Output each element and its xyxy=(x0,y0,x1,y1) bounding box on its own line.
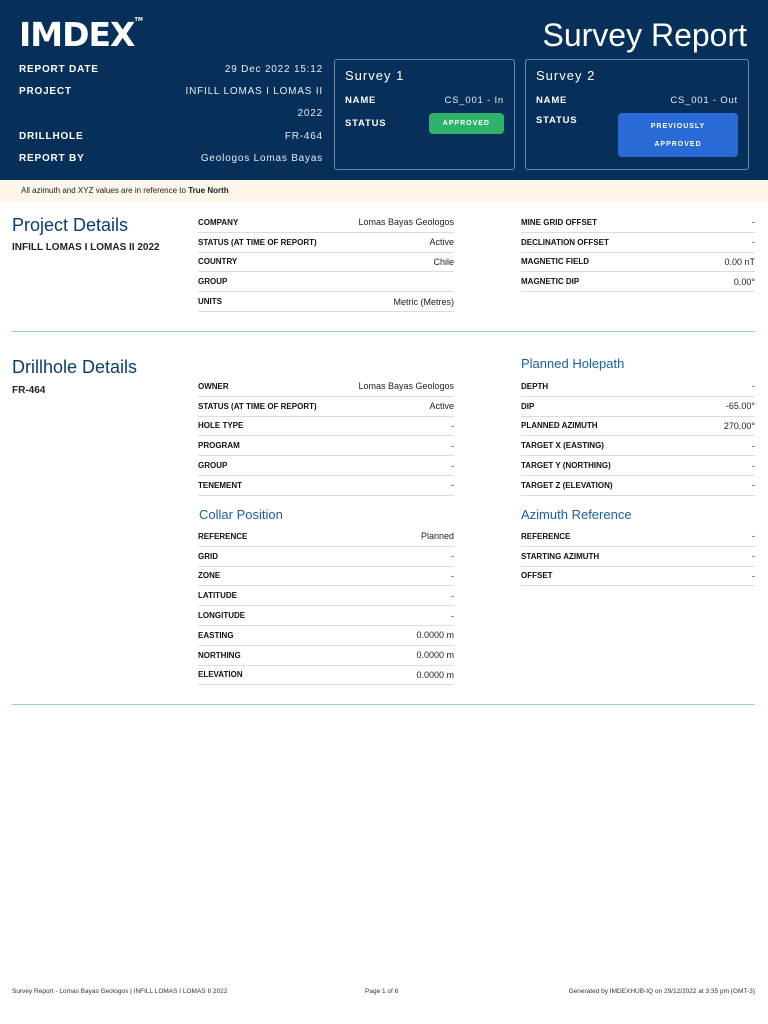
row-key: ELEVATION xyxy=(198,670,243,680)
row-value: 270.00° xyxy=(723,420,755,431)
survey-name-value: CS_001 - Out xyxy=(670,95,738,106)
row-key: STATUS (AT TIME OF REPORT) xyxy=(198,401,317,411)
table-row xyxy=(198,547,454,567)
row-value: - xyxy=(752,440,755,451)
row-key: LATITUDE xyxy=(198,591,237,601)
table-row xyxy=(521,417,755,437)
row-value: - xyxy=(451,420,454,431)
table-row xyxy=(521,547,755,567)
table-row xyxy=(521,567,755,587)
report-header xyxy=(0,0,768,180)
footer-generated-by: Generated by IMDEXHUB-IQ on 29/12/2022 at 3:35 pm (GMT-3) xyxy=(568,988,755,995)
section-divider xyxy=(12,704,755,705)
table-row xyxy=(198,527,454,547)
row-key: STATUS (AT TIME OF REPORT) xyxy=(198,237,317,247)
row-key: TARGET X (EASTING) xyxy=(521,441,604,451)
survey-name-label: NAME xyxy=(345,95,377,106)
meta-value xyxy=(185,81,323,125)
meta-value-line: INFILL LOMAS I LOMAS II xyxy=(185,86,323,97)
row-value: - xyxy=(451,551,454,562)
row-key: GRID xyxy=(198,551,218,561)
table-row xyxy=(198,377,454,397)
row-key: LONGITUDE xyxy=(198,611,246,621)
table-row xyxy=(521,436,755,456)
logo-text: IMDEX xyxy=(19,15,135,54)
meta-label: DRILLHOLE xyxy=(19,131,84,142)
table-row xyxy=(521,377,755,397)
row-value: - xyxy=(451,570,454,581)
meta-row-drillhole xyxy=(19,129,323,151)
table-row xyxy=(521,253,755,273)
row-value: 0.0000 m xyxy=(416,650,454,661)
meta-value: FR-464 xyxy=(284,131,323,142)
planned-holepath-table xyxy=(521,377,755,496)
survey-status-label: STATUS xyxy=(345,118,387,129)
row-key: TARGET Y (NORTHING) xyxy=(521,461,611,471)
meta-row-report-by xyxy=(19,151,323,173)
row-value: Active xyxy=(429,237,454,248)
row-value: 0.00° xyxy=(733,276,755,287)
meta-label: REPORT BY xyxy=(19,153,85,164)
row-value: 0.0000 m xyxy=(416,630,454,641)
table-row xyxy=(521,272,755,292)
row-value: - xyxy=(752,480,755,491)
badge-line: APPROVED xyxy=(654,140,702,148)
row-value: Planned xyxy=(420,531,454,542)
row-value: - xyxy=(451,440,454,451)
row-key: UNITS xyxy=(198,297,222,307)
row-key: ZONE xyxy=(198,571,221,581)
survey-2-title: Survey 2 xyxy=(536,68,596,83)
true-north-notice xyxy=(0,180,768,202)
table-row xyxy=(198,397,454,417)
row-value: Active xyxy=(429,401,454,412)
row-key: PROGRAM xyxy=(198,441,240,451)
survey-1-name-row xyxy=(345,95,504,106)
planned-holepath-title: Planned Holepath xyxy=(521,356,625,371)
meta-label: PROJECT xyxy=(19,86,72,97)
row-key: DECLINATION OFFSET xyxy=(521,237,609,247)
survey-2-name-row xyxy=(536,95,738,106)
survey-1-card xyxy=(334,59,515,170)
logo-trademark: TM xyxy=(134,17,143,23)
table-row xyxy=(521,233,755,253)
row-key: TENEMENT xyxy=(198,480,242,490)
row-value: - xyxy=(752,531,755,542)
drillhole-details-subtitle: FR-464 xyxy=(12,385,46,396)
table-row xyxy=(198,253,454,273)
row-value: - xyxy=(752,551,755,562)
table-row xyxy=(198,476,454,496)
meta-label: REPORT DATE xyxy=(19,64,99,75)
meta-value: Geologos Lomas Bayas xyxy=(200,153,323,164)
row-key: REFERENCE xyxy=(198,531,248,541)
table-row xyxy=(521,397,755,417)
status-badge-previously-approved xyxy=(618,113,738,157)
survey-status-label: STATUS xyxy=(536,115,578,126)
row-value: Chile xyxy=(433,256,454,267)
table-row xyxy=(198,666,454,686)
table-row xyxy=(198,417,454,437)
report-meta xyxy=(19,62,323,173)
footer-left: Survey Report - Lomas Bayas Geologos | INFILL LOMAS I LOMAS II 2022 xyxy=(12,988,228,995)
notice-text: All azimuth and XYZ values are in reference to xyxy=(21,186,189,195)
row-key: COMPANY xyxy=(198,217,239,227)
row-value: - xyxy=(752,217,755,228)
report-title: Survey Report xyxy=(542,17,747,53)
row-key: TARGET Z (ELEVATION) xyxy=(521,480,613,490)
badge-line: PREVIOUSLY xyxy=(650,122,706,130)
survey-1-status-row xyxy=(345,113,504,134)
table-row xyxy=(198,292,454,312)
row-value: - xyxy=(451,590,454,601)
row-key: DIP xyxy=(521,401,535,411)
collar-position-title: Collar Position xyxy=(199,507,283,522)
drillhole-details-title: Drillhole Details xyxy=(12,357,138,377)
row-value: Metric (Metres) xyxy=(393,296,454,307)
table-row xyxy=(198,586,454,606)
row-key: MAGNETIC DIP xyxy=(521,277,580,287)
row-key: HOLE TYPE xyxy=(198,421,244,431)
project-details-subtitle: INFILL LOMAS I LOMAS II 2022 xyxy=(12,242,160,253)
row-value: - xyxy=(752,460,755,471)
row-key: GROUP xyxy=(198,461,228,471)
row-value: Lomas Bayas Geologos xyxy=(358,217,454,228)
azimuth-reference-table xyxy=(521,527,755,586)
section-divider xyxy=(12,331,755,332)
table-row xyxy=(521,527,755,547)
survey-name-value: CS_001 - In xyxy=(444,95,504,106)
table-row xyxy=(198,233,454,253)
table-row xyxy=(198,213,454,233)
row-key: EASTING xyxy=(198,630,234,640)
azimuth-reference-title: Azimuth Reference xyxy=(521,507,632,522)
row-key: STARTING AZIMUTH xyxy=(521,551,600,561)
row-key: MINE GRID OFFSET xyxy=(521,217,597,227)
table-row xyxy=(521,456,755,476)
row-key: OWNER xyxy=(198,381,229,391)
row-value: Lomas Bayas Geologos xyxy=(358,381,454,392)
table-row xyxy=(198,272,454,292)
row-key: MAGNETIC FIELD xyxy=(521,257,589,267)
row-key: PLANNED AZIMUTH xyxy=(521,421,598,431)
meta-value: 29 Dec 2022 15:12 xyxy=(224,64,323,75)
meta-value-line: 2022 xyxy=(297,108,323,119)
footer-page-number: Page 1 of 6 xyxy=(365,988,399,995)
table-row xyxy=(198,646,454,666)
row-value: 0.0000 m xyxy=(416,669,454,680)
table-row xyxy=(198,567,454,587)
magnetic-settings-table xyxy=(521,213,755,292)
status-badge-approved: APPROVED xyxy=(429,113,504,134)
survey-2-card xyxy=(525,59,749,170)
survey-name-label: NAME xyxy=(536,95,568,106)
meta-row-project xyxy=(19,84,323,129)
notice-bold: True North xyxy=(188,186,229,195)
row-value: - xyxy=(451,610,454,621)
table-row xyxy=(198,456,454,476)
row-value: -65.00° xyxy=(725,401,755,412)
row-key: REFERENCE xyxy=(521,531,571,541)
row-value: - xyxy=(752,381,755,392)
row-key: COUNTRY xyxy=(198,257,238,267)
table-row xyxy=(521,213,755,233)
row-key: OFFSET xyxy=(521,571,553,581)
table-row xyxy=(198,436,454,456)
table-row xyxy=(198,626,454,646)
row-value: - xyxy=(451,460,454,471)
table-row xyxy=(198,606,454,626)
row-value: - xyxy=(451,480,454,491)
imdex-logo xyxy=(19,15,143,54)
survey-1-title: Survey 1 xyxy=(345,68,405,83)
row-value: 0.00 nT xyxy=(724,256,755,267)
row-key: NORTHING xyxy=(198,650,241,660)
table-row xyxy=(521,476,755,496)
survey-2-status-row xyxy=(536,113,738,157)
row-key: GROUP xyxy=(198,277,228,287)
project-details-table xyxy=(198,213,454,312)
collar-position-table xyxy=(198,527,454,685)
row-value: - xyxy=(752,570,755,581)
drillhole-details-table xyxy=(198,377,454,496)
row-key: DEPTH xyxy=(521,381,549,391)
project-details-title: Project Details xyxy=(12,215,129,235)
row-value: - xyxy=(752,237,755,248)
